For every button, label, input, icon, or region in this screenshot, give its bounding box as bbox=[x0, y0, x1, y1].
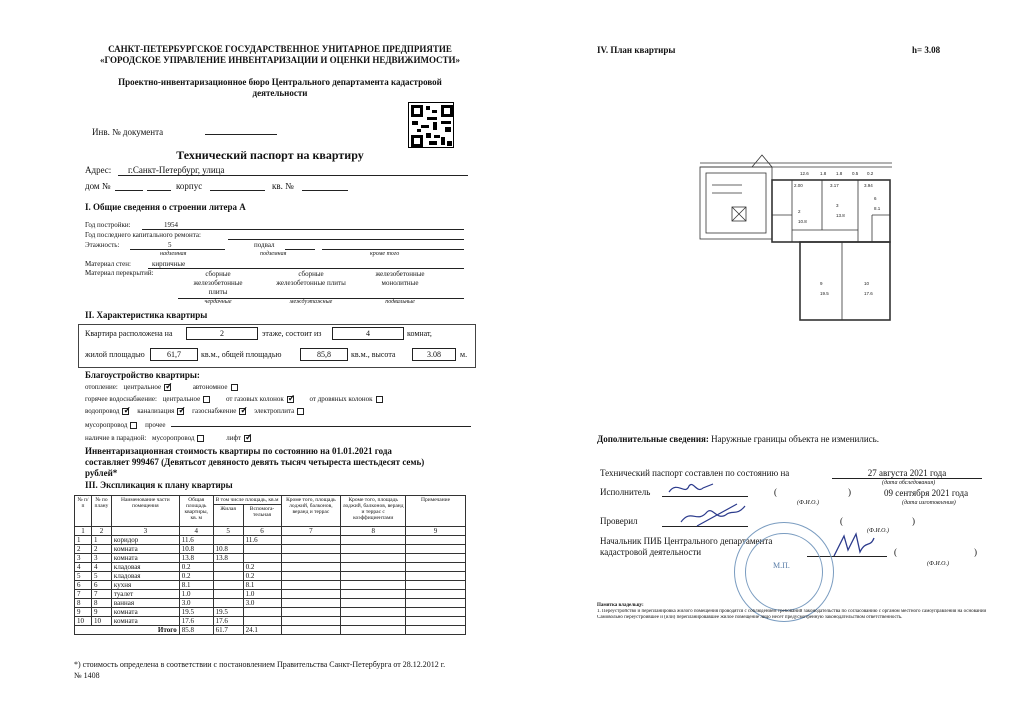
bureau-line-2: деятельности bbox=[252, 88, 308, 98]
col-subheader: В том числе площадь, кв.м bbox=[213, 496, 281, 505]
plan-room-area: 13.8 bbox=[836, 213, 845, 218]
plan-room-area: 17.6 bbox=[864, 291, 873, 296]
heating-label: отопление: bbox=[85, 383, 118, 391]
memo-title: Памятка владельцу: bbox=[597, 603, 644, 608]
heating-auto-checkbox[interactable] bbox=[231, 384, 238, 391]
executor-signature-icon bbox=[667, 478, 715, 498]
colnum: 8 bbox=[341, 527, 406, 536]
table-cell: 13.8 bbox=[213, 554, 243, 563]
total-area: 85.8 bbox=[179, 626, 213, 635]
slab-attic-note: чердачные bbox=[204, 299, 232, 305]
heating-auto-label: автономное bbox=[192, 383, 228, 391]
floor-note-besides: кроме того bbox=[370, 251, 400, 257]
table-cell: 11.6 bbox=[243, 536, 281, 545]
plan-height: h= 3.08 bbox=[912, 45, 941, 55]
chief-line-1: Начальник ПИБ Центрального департамента bbox=[600, 536, 773, 546]
heating-central-checkbox[interactable] bbox=[164, 384, 171, 391]
hotwater-wood-label: от дровяных колонок bbox=[309, 395, 373, 403]
hotwater-gas-label: от газовых колонок bbox=[225, 395, 284, 403]
table-cell bbox=[213, 590, 243, 599]
cost-line-2: составляет 999467 (Девятьсот девяносто девять тысяч четыреста шестьдесят семь) bbox=[85, 457, 425, 467]
table-cell: кухня bbox=[111, 581, 179, 590]
table-cell: 1 bbox=[75, 536, 92, 545]
heating-central-label: центральное bbox=[123, 383, 162, 391]
table-cell bbox=[243, 608, 281, 617]
stove-label: электроплита bbox=[254, 407, 295, 415]
walls-value: кирпичные bbox=[152, 260, 186, 268]
entrance-trash-checkbox[interactable] bbox=[197, 435, 204, 442]
table-cell: 8.1 bbox=[243, 581, 281, 590]
table-row bbox=[75, 617, 466, 626]
table-cell: 3 bbox=[91, 554, 111, 563]
table-cell bbox=[213, 599, 243, 608]
table-cell: 1.0 bbox=[179, 590, 213, 599]
table-row bbox=[75, 536, 466, 545]
plan-title: IV. План квартиры bbox=[597, 45, 676, 55]
height-value: 3.08 bbox=[412, 348, 456, 361]
rooms-text: комнат, bbox=[407, 329, 432, 338]
table-cell: комната bbox=[111, 617, 179, 626]
table-cell: 9 bbox=[91, 608, 111, 617]
table-cell: 10 bbox=[75, 617, 92, 626]
table-cell: 17.6 bbox=[179, 617, 213, 626]
plan-label: 1.8 bbox=[820, 171, 827, 176]
col-header-2: № по плану bbox=[91, 496, 111, 527]
col-header-6: Вспомога-тельная bbox=[243, 505, 281, 527]
living-area-value: 61,7 bbox=[150, 348, 198, 361]
col-header-7: Кроме того, площадь лоджий, балконов, веранд и террас bbox=[281, 496, 341, 527]
colnum: 7 bbox=[281, 527, 341, 536]
composed-date: 27 августа 2021 года bbox=[832, 468, 982, 479]
table-cell: 0.2 bbox=[179, 563, 213, 572]
plan-dim: 3.94 bbox=[864, 183, 873, 188]
plan-room-area: 8.1 bbox=[874, 206, 881, 211]
stove-checkbox[interactable] bbox=[297, 408, 304, 415]
floors-label: Этажность: bbox=[85, 241, 120, 249]
table-cell: 1.0 bbox=[243, 590, 281, 599]
memo-line-2: Самовольно переустроившее и (или) перепланировавшее жилое помещение лицо несет предусмотренную законодательством ответственность. bbox=[597, 615, 903, 620]
table-cell: 17.6 bbox=[213, 617, 243, 626]
org-line-2: «ГОРОДСКОЕ УПРАВЛЕНИЕ ИНВЕНТАРИЗАЦИИ И ОЦЕНКИ НЕДВИЖИМОСТИ» bbox=[99, 55, 461, 65]
executor-fio-note: (Ф.И.О.) bbox=[797, 500, 819, 506]
slab-attic-line-2: железобетонные bbox=[193, 279, 243, 287]
slab-basement-line-2: монолитные bbox=[381, 279, 419, 287]
table-cell: 19.5 bbox=[179, 608, 213, 617]
inv-label: Инв. № документа bbox=[92, 127, 164, 137]
slab-basement-note: подвальные bbox=[385, 299, 415, 305]
other-label: прочее bbox=[145, 421, 166, 429]
entrance-lift-label: лифт bbox=[226, 434, 242, 442]
plan-room-area: 10.8 bbox=[798, 219, 807, 224]
table-cell: 7 bbox=[91, 590, 111, 599]
floors-value: 5 bbox=[168, 241, 172, 249]
floor-number: 2 bbox=[186, 327, 258, 340]
made-date: 09 сентября 2021 года bbox=[884, 488, 969, 498]
table-cell: кладовая bbox=[111, 572, 179, 581]
table-cell: туалет bbox=[111, 590, 179, 599]
executor-label: Исполнитель bbox=[600, 487, 651, 497]
slab-basement-line-1: железобетонные bbox=[375, 270, 425, 278]
section-3-title: III. Экспликация к плану квартиры bbox=[85, 480, 233, 490]
section-2-title: II. Характеристика квартиры bbox=[85, 310, 208, 320]
checked-label: Проверил bbox=[600, 516, 638, 526]
footnote-line-1: *) стоимость определена в соответствии с постановлением Правительства Санкт-Петербурга от 28.12.2012 г. bbox=[74, 660, 446, 669]
table-cell bbox=[243, 554, 281, 563]
year-built-label: Год постройки: bbox=[85, 221, 131, 229]
colnum: 4 bbox=[179, 527, 213, 536]
table-row bbox=[75, 581, 466, 590]
plan-room-number: 3 bbox=[836, 203, 839, 208]
address-value: г.Санкт-Петербург, улица bbox=[128, 165, 225, 175]
kv-label: кв. № bbox=[272, 181, 294, 191]
trash-checkbox[interactable] bbox=[130, 422, 137, 429]
composed-label: Технический паспорт составлен по состоянию на bbox=[600, 468, 790, 478]
table-cell: 1 bbox=[91, 536, 111, 545]
entrance-label: наличие в парадной: bbox=[85, 434, 147, 442]
last-repair-label: Год последнего капитального ремонта: bbox=[85, 231, 201, 239]
table-cell: 10.8 bbox=[213, 545, 243, 554]
table-cell: 9 bbox=[75, 608, 92, 617]
walls-label: Материал стен: bbox=[85, 260, 131, 268]
extra-info-label: Дополнительные сведения: bbox=[597, 434, 709, 444]
floor-plan bbox=[692, 135, 902, 335]
table-row bbox=[75, 599, 466, 608]
height-text: кв.м., высота bbox=[351, 350, 396, 359]
memo-line-1: 1. Переустройство и перепланировка жилого помещения проводятся с соблюдением требований законодательства по согласованию с органом местного самоуправления на основании bbox=[597, 609, 987, 614]
table-cell: 6 bbox=[75, 581, 92, 590]
living-area-text: жилой площадью bbox=[85, 350, 145, 359]
plan-dim: 3.17 bbox=[830, 183, 839, 188]
table-cell: ванная bbox=[111, 599, 179, 608]
table-cell: 2 bbox=[75, 545, 92, 554]
chief-signature-icon bbox=[830, 530, 876, 560]
plan-label: 0.5 bbox=[852, 171, 859, 176]
qr-code-icon bbox=[408, 102, 454, 148]
checker-fio-note: (Ф.И.О.) bbox=[867, 528, 889, 534]
slabs-label: Материал перекрытий: bbox=[85, 269, 154, 277]
table-cell: 11.6 bbox=[179, 536, 213, 545]
col-header-5: Жилая bbox=[213, 505, 243, 527]
table-cell: 8 bbox=[91, 599, 111, 608]
floor-text: Квартира расположена на bbox=[85, 329, 173, 338]
floor-note-below: подземная bbox=[260, 251, 287, 257]
hotwater-central-checkbox[interactable] bbox=[203, 396, 210, 403]
plan-label: 0.2 bbox=[867, 171, 874, 176]
col-header-8: Кроме того, площадь лоджий, балконов, веранд и террас с коэффициентами bbox=[341, 496, 406, 527]
plan-room-number: 10 bbox=[864, 281, 870, 286]
total-aux: 24.1 bbox=[243, 626, 281, 635]
cost-line-1: Инвентаризационная стоимость квартиры по состоянию на 01.01.2021 года bbox=[85, 446, 392, 456]
explication-table bbox=[74, 495, 466, 635]
made-note: (дата изготовления) bbox=[902, 500, 956, 506]
table-cell: 3.0 bbox=[243, 599, 281, 608]
table-cell bbox=[213, 572, 243, 581]
table-cell bbox=[243, 545, 281, 554]
table-cell bbox=[243, 617, 281, 626]
basement-label: подвал bbox=[254, 241, 275, 249]
mp-label: М.П. bbox=[773, 561, 790, 570]
gas-label: газоснабжение bbox=[192, 407, 237, 415]
entrance-lift-checkbox[interactable] bbox=[244, 435, 251, 442]
korpus-label: корпус bbox=[176, 181, 203, 191]
checker-signature-icon bbox=[677, 502, 747, 528]
table-row bbox=[75, 563, 466, 572]
inv-number-field bbox=[205, 134, 277, 135]
section-1-title: I. Общие сведения о строении литера А bbox=[85, 202, 246, 212]
sewage-checkbox[interactable] bbox=[177, 408, 184, 415]
slab-floor-line-2: железобетонные плиты bbox=[276, 279, 346, 287]
table-cell bbox=[213, 581, 243, 590]
footnote-line-2: № 1408 bbox=[74, 671, 100, 680]
table-row bbox=[75, 590, 466, 599]
total-label: Итого bbox=[75, 626, 180, 635]
table-cell: комната bbox=[111, 608, 179, 617]
hotwater-wood-checkbox[interactable] bbox=[376, 396, 383, 403]
rooms-number: 4 bbox=[332, 327, 404, 340]
bureau-line-1: Проектно-инвентаризационное бюро Центрального департамента кадастровой bbox=[118, 77, 442, 87]
table-cell: 8.1 bbox=[179, 581, 213, 590]
table-cell: 4 bbox=[75, 563, 92, 572]
col-header-1: № п/п bbox=[75, 496, 92, 527]
table-cell: 7 bbox=[75, 590, 92, 599]
table-cell: 10 bbox=[91, 617, 111, 626]
colnum: 2 bbox=[91, 527, 111, 536]
table-cell: 3.0 bbox=[179, 599, 213, 608]
colnum: 1 bbox=[75, 527, 92, 536]
table-cell: 19.5 bbox=[213, 608, 243, 617]
plan-dim: 2.00 bbox=[794, 183, 803, 188]
table-cell: 3 bbox=[75, 554, 92, 563]
total-living: 61.7 bbox=[213, 626, 243, 635]
table-cell: 2 bbox=[91, 545, 111, 554]
table-cell: 0.2 bbox=[243, 572, 281, 581]
table-cell: 0.2 bbox=[179, 572, 213, 581]
table-row bbox=[75, 545, 466, 554]
amenities-title: Благоустройство квартиры: bbox=[85, 370, 200, 380]
colnum: 3 bbox=[111, 527, 179, 536]
plan-label: 12.6 bbox=[800, 171, 809, 176]
floor-text-2: этаже, состоит из bbox=[262, 329, 322, 338]
slab-floor-line-1: сборные bbox=[298, 270, 324, 278]
table-cell: 6 bbox=[91, 581, 111, 590]
hotwater-gas-checkbox[interactable] bbox=[287, 396, 294, 403]
year-built-value: 1954 bbox=[164, 221, 178, 229]
slab-attic-line-3: плиты bbox=[208, 288, 228, 296]
entrance-trash-label: мусоропровод bbox=[152, 434, 195, 442]
table-cell: 8 bbox=[75, 599, 92, 608]
col-header-9: Примечание bbox=[406, 496, 466, 527]
table-cell bbox=[213, 563, 243, 572]
plan-room-number: 6 bbox=[874, 196, 877, 201]
plan-room-area: 19.5 bbox=[820, 291, 829, 296]
chief-line-2: кадастровой деятельности bbox=[600, 547, 702, 557]
extra-info-value: Наружные границы объекта не изменились. bbox=[711, 434, 879, 444]
hotwater-label: горячее водоснабжение: bbox=[85, 395, 157, 403]
house-label: дом № bbox=[85, 181, 111, 191]
table-cell: 4 bbox=[91, 563, 111, 572]
hotwater-central-label: центральное bbox=[162, 395, 201, 403]
water-checkbox[interactable] bbox=[122, 408, 129, 415]
cost-line-3: рублей* bbox=[85, 468, 118, 478]
plan-room-number: 2 bbox=[798, 209, 801, 214]
table-cell: комната bbox=[111, 554, 179, 563]
table-cell: 13.8 bbox=[179, 554, 213, 563]
composed-note: (дата обследования) bbox=[882, 480, 936, 486]
slab-attic-line-1: сборные bbox=[205, 270, 231, 278]
water-label: водопровод bbox=[85, 407, 120, 415]
table-row bbox=[75, 554, 466, 563]
chief-fio-note: (Ф.И.О.) bbox=[927, 561, 949, 567]
slab-floor-note: междуэтажные bbox=[289, 299, 333, 305]
plan-room-number: 9 bbox=[820, 281, 823, 286]
total-area-text: кв.м., общей площадью bbox=[201, 350, 282, 359]
gas-checkbox[interactable] bbox=[239, 408, 246, 415]
table-row bbox=[75, 608, 466, 617]
col-header-4: Общая площадь квартиры, кв. м bbox=[179, 496, 213, 527]
right-page: IV. План квартиры h= 3.08 12.6 1.8 1.8 0.5 0.2 2.00 3.17 3.94 2 3 6 9 10 10.8 13.8 8.1 19.5 17.6 Дополнительные сведения: Наружные границы объекта не изменились. Технический паспорт составлен по состоянию на 27 августа 2021 года (дата обследования) Исполнитель ( ) (Ф.И.О.) 09 сентября 2021 года (дата изготовления) Проверил ( ) (Ф.И.О.) Начальник ПИБ Центрального департамента кадастровой деятельности ( ) (Ф.И.О.) М.П. Памятка владельцу: 1. Переустройство и перепланировка жилого помещения проводятся с соблюдением требований законодательства по согласованию с органом местного самоуправления на основании Самовольно переустроившее и (или) перепланировавшее жилое помещение лицо несет предусмотренную законодательством ответственность. bbox=[512, 0, 1024, 712]
table-cell: комната bbox=[111, 545, 179, 554]
colnum: 5 bbox=[213, 527, 243, 536]
floor-note-above: надземная bbox=[160, 251, 187, 257]
plan-label: 1.8 bbox=[836, 171, 843, 176]
table-cell: 5 bbox=[75, 572, 92, 581]
table-cell: 0.2 bbox=[243, 563, 281, 572]
total-area-value: 85,8 bbox=[300, 348, 348, 361]
col-header-3: Наименование части помещения bbox=[111, 496, 179, 527]
height-unit: м. bbox=[460, 350, 468, 359]
table-cell bbox=[213, 536, 243, 545]
colnum: 9 bbox=[406, 527, 466, 536]
colnum: 6 bbox=[243, 527, 281, 536]
trash-label: мусоропровод bbox=[85, 421, 128, 429]
table-cell: 5 bbox=[91, 572, 111, 581]
official-stamp-icon bbox=[734, 522, 834, 622]
org-line-1: САНКТ-ПЕТЕРБУРГСКОЕ ГОСУДАРСТВЕННОЕ УНИТАРНОЕ ПРЕДПРИЯТИЕ bbox=[108, 44, 452, 54]
sewage-label: канализация bbox=[137, 407, 175, 415]
document-title: Технический паспорт на квартиру bbox=[176, 148, 364, 162]
address-label: Адрес: bbox=[85, 165, 112, 175]
table-cell: 10.8 bbox=[179, 545, 213, 554]
table-cell: коридор bbox=[111, 536, 179, 545]
table-cell: кладовая bbox=[111, 563, 179, 572]
table-row bbox=[75, 572, 466, 581]
